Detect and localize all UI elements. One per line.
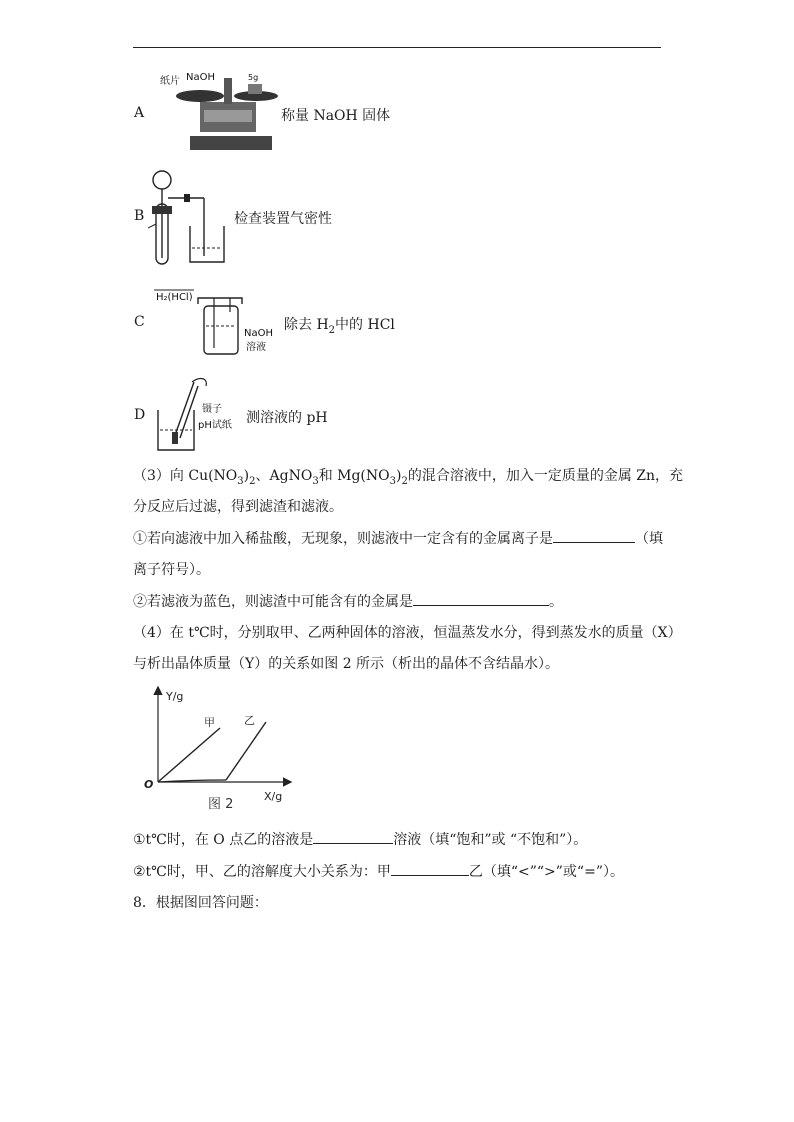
option-c-letter: C (134, 314, 145, 330)
origin-label: O (144, 778, 154, 791)
q8-heading: 8．根据图回答问题： (133, 895, 268, 911)
q3-intro-line1: （3）向 $Cu(NO_3)_2$、AgNO$_3$和 $Mg(NO_3)_2$的混合溶液中，加入一定质量的金属 Zn，充 (133, 468, 684, 487)
option-d-letter: D (134, 407, 146, 423)
q3-sub2: ②若滤液为蓝色，则滤渣中可能含有的金属是 。 (133, 591, 563, 611)
option-b-letter: B (134, 208, 145, 224)
x-axis-label: X/g (264, 790, 283, 803)
weight-label: 5g (248, 73, 259, 82)
balance-figure (160, 66, 280, 154)
answer-blank[interactable] (413, 591, 549, 606)
tweezers-label: 镊子 (202, 404, 222, 415)
q4-sub1: ①t℃时，在 O 点乙的溶液是 溶液（填“饱和”或 “不饱和”）。 (133, 829, 587, 849)
airtight-check-figure (148, 168, 228, 268)
series-yi-line (226, 722, 266, 780)
series-jia-line (158, 728, 220, 782)
y-axis-label: Y/g (166, 690, 184, 703)
option-d-text: 测溶液的 pH (246, 410, 328, 426)
q4-sub2: ②t℃时，甲、乙的溶解度大小关系为：甲 乙（填“<”“>”或“=”）。 (133, 861, 624, 881)
series-jia-label: 甲 (204, 716, 215, 729)
option-a-text: 称量 NaOH 固体 (281, 108, 391, 124)
naoh-label: NaOH (186, 72, 215, 83)
answer-blank[interactable] (391, 861, 469, 876)
paper-label: 纸片 (160, 76, 180, 87)
q3-sub1-line2: 离子符号）。 (133, 562, 210, 578)
naoh-solution-label: NaOH (244, 328, 273, 339)
ph-paper-label: pH试纸 (198, 420, 232, 431)
gas-label: H₂(HCl) (156, 292, 193, 303)
q3-sub1: ①若向滤液中加入稀盐酸，无现象，则滤液中一定含有的金属离子是 （填 (133, 528, 663, 548)
q4-intro-line1: （4）在 t℃时，分别取甲、乙两种固体的溶液，恒温蒸发水分，得到蒸发水的质量（X） (133, 625, 682, 641)
option-c-text: 除去 $H_2$中的 HCl (284, 317, 395, 336)
answer-blank[interactable] (313, 829, 393, 844)
gas-washing-figure (150, 282, 280, 362)
solution-label: 溶液 (246, 342, 266, 353)
q3-intro-line2: 分反应后过滤，得到滤渣和滤液。 (133, 499, 343, 515)
option-b-text: 检查装置气密性 (234, 211, 332, 227)
option-a-letter: A (134, 105, 145, 121)
figure-caption: 图 2 (208, 797, 234, 812)
q4-intro-line2: 与析出晶体质量（Y）的关系如图 2 所示（析出的晶体不含结晶水）。 (133, 656, 560, 672)
figure2-graph (140, 684, 300, 814)
series-yi-label: 乙 (244, 714, 255, 727)
header-rule (133, 47, 661, 48)
answer-blank[interactable] (553, 528, 635, 543)
ph-test-figure (150, 372, 250, 454)
